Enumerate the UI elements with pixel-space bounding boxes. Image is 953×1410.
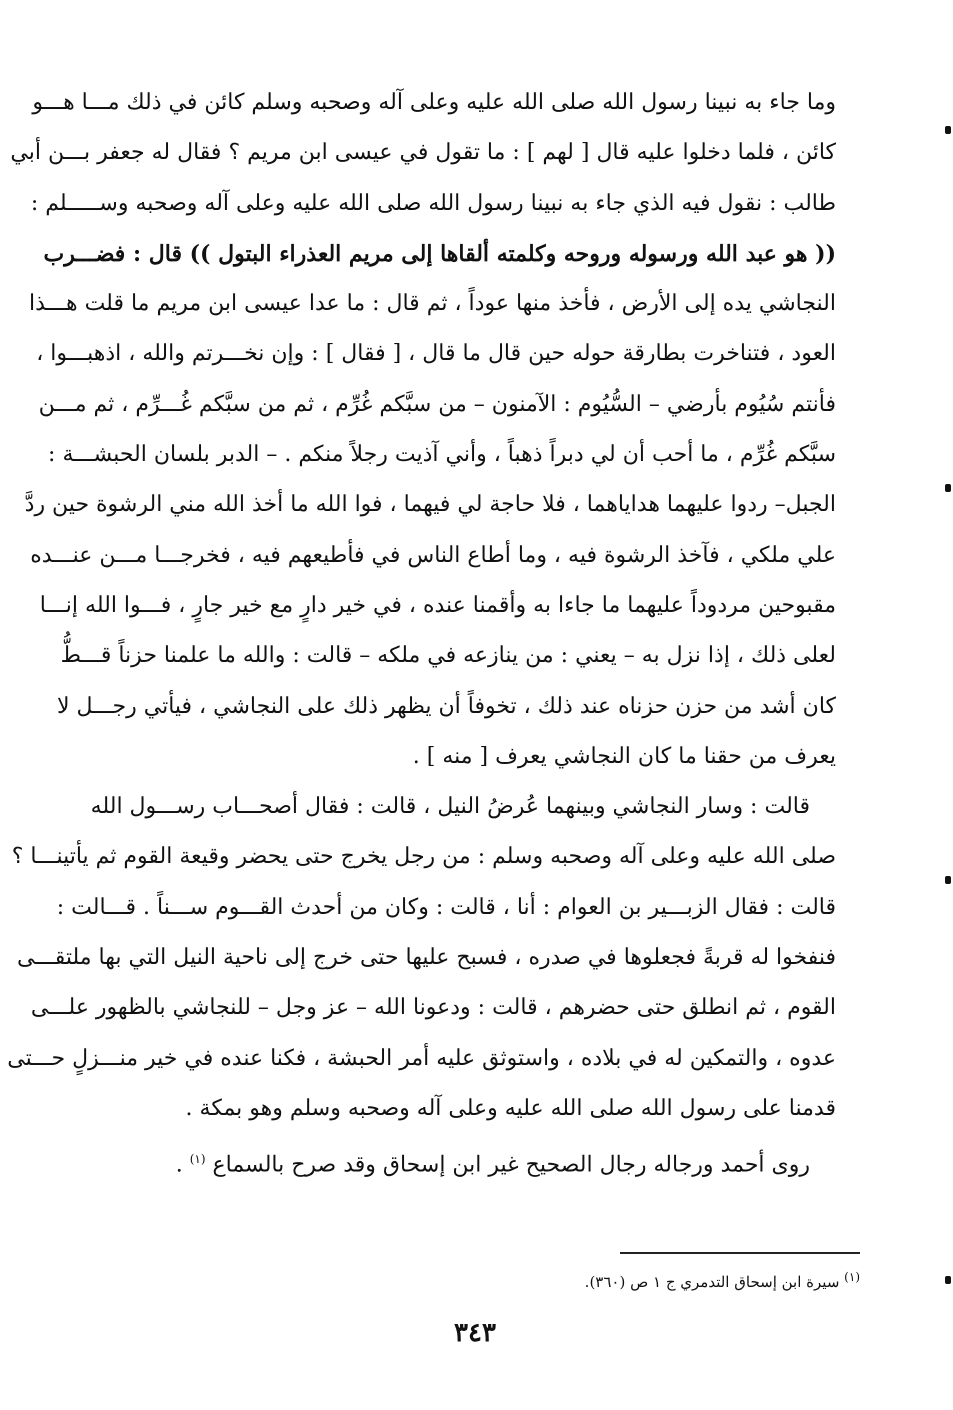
text-line: يعرف من حقنا ما كان النجاشي يعرف [ منه ] . [412,743,836,769]
footnote [560,1266,860,1293]
text-line: القوم ، ثم انطلق حتى حضرهم ، قالت : ودعونا الله – عز وجل – للنجاشي بالظهور علـــى [30,995,836,1021]
body-text [7,78,836,1191]
text-line: طالب : نقول فيه الذي جاء به نبينا رسول الله صلى الله عليه وعلى آله وصحبه وســـــلم : [30,190,836,216]
text-line: سبَّكم غُرِّم ، ما أحب أن لي دبراً ذهباً ، وأني آذيت رجلاً منكم . – الدبر بلسان الحبشـــة : [48,442,836,468]
text-line-citation [118,1134,836,1191]
text-line: لعلى ذلك ، إذا نزل به – يعني : من ينازعه في ملكه – قالت : والله ما علمنا حزناً قـــطُّ [60,643,836,669]
footnote-marker: (١) [844,1270,860,1284]
text-line: وما جاء به نبينا رسول الله صلى الله عليه وعلى آله وصحبه وسلم كائن في ذلك مـــا هـــو [32,90,836,115]
page-number: ٣٤٣ [454,1318,496,1348]
text-line: النجاشي يده إلى الأرض ، فأخذ منها عوداً ، ثم قال : ما عدا عيسى ابن مريم ما قلت هـــذا [28,291,836,317]
citation-end: . [175,1152,190,1178]
text-line: مقبوحين مردوداً عليهما ما جاءا به وأقمنا عنده ، في خير دارٍ مع خير جارٍ ، فـــوا الله إنـــا [39,592,836,618]
text-line: عدوه ، والتمكين له في بلاده ، واستوثق عليه أمر الحبشة ، فكنا عنده في خير منـــزلٍ حـــتى [7,1045,836,1071]
text-line: قالت : وسار النجاشي وبينهما عُرضُ النيل ، قالت : فقال أصحـــاب رســـول الله [90,794,810,820]
text-line: كائن ، فلما دخلوا عليه قال [ لهم ] : ما تقول في عيسى ابن مريم ؟ فقال له جعفر بـــن أبي [10,140,836,166]
text-line: صلى الله عليه وعلى آله وصحبه وسلم : من رجل يخرج حتى يحضر وقيعة القوم ثم يأتينـــا ؟ [11,844,836,870]
text-line: الجبل– ردوا عليهما هداياهما ، فلا حاجة لي فيهما ، فوا الله ما أخذ الله مني الرشوة حين ردَّ [24,492,836,518]
margin-dot [945,1276,951,1284]
text-line: علي ملكي ، فآخذ الرشوة فيه ، وما أطاع الناس في فأطيعهم فيه ، فخرجـــا مـــن عنـــده [30,542,836,568]
text-line: فنفخوا له قربةً فجعلوها في صدره ، فسبح عليها حتى خرج إلى ناحية النيل التي بها ملتقـــى [17,945,836,971]
footnote-divider [620,1252,860,1254]
margin-dot [945,876,951,884]
paragraph-1 [10,78,836,782]
paragraph-3 [118,1134,836,1191]
paragraph-2 [7,782,836,1134]
footnote-reference[interactable]: (١) [189,1152,206,1167]
text-line: قدمنا على رسول الله صلى الله عليه وعلى آله وصحبه وسلم وهو بمكة . [185,1095,836,1121]
margin-dot [945,484,951,492]
text-line: فأنتم سُيُوم بأرضي – السُّيُوم : الآمنون – من سبَّكم غُرِّم ، ثم من سبَّكم غُـــرِّم ، ثم مـــن [38,391,836,417]
text-line-quote: (( هو عبد الله ورسوله وروحه وكلمته ألقاها إلى مريم العذراء البتول )) قال : فضـــرب [43,240,836,267]
text-line: قالت : فقال الزبـــير بن العوام : أنا ، قالت : وكان من أحدث القـــوم ســـناً . قـــالت : [56,894,836,920]
text-line: كان أشد من حزن حزناه عند ذلك ، تخوفاً أن يظهر ذلك على النجاشي ، فيأتي رجـــل لا [56,693,836,719]
margin-dot [945,126,951,134]
footnote-text: سيرة ابن إسحاق التدمري ج ١ ص (٣٦٠). [584,1273,845,1291]
text-line: العود ، فتناخرت بطارقة حوله حين قال ما قال ، [ فقال ] : وإن نخـــرتم والله ، اذهبـــوا ، [36,341,836,367]
citation-text: روى أحمد ورجاله رجال الصحيح غير ابن إسحاق وقد صرح بالسماع [212,1152,810,1178]
